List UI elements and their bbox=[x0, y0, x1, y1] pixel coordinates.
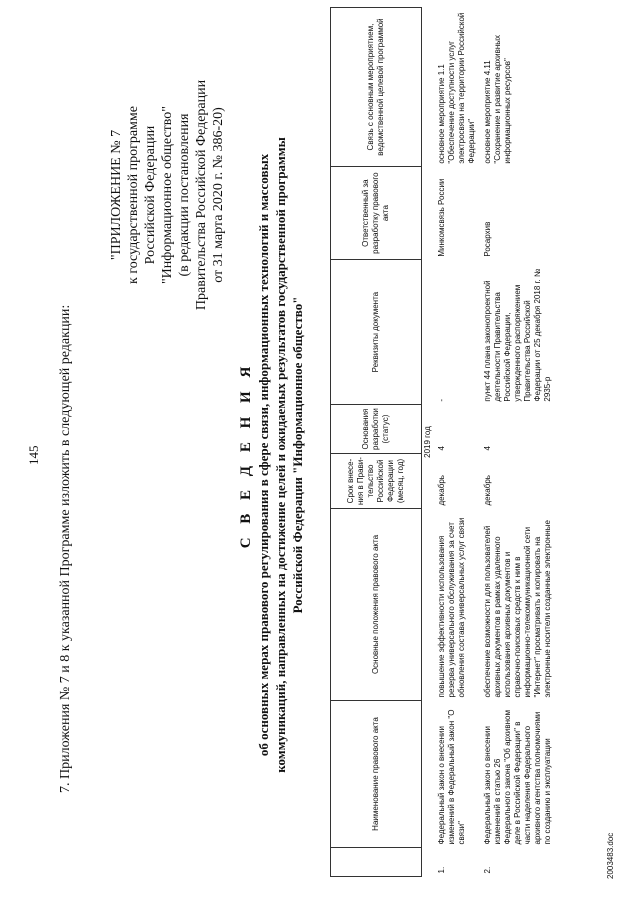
appendix-line: "ПРИЛОЖЕНИЕ № 7 bbox=[109, 129, 124, 261]
header-num bbox=[331, 848, 422, 877]
table-row bbox=[434, 8, 480, 877]
header-basis: Основания разработки (статус) bbox=[331, 405, 422, 454]
intro-line: 7. Приложения № 7 и 8 к указанной Программе изложить в следующей редакции: bbox=[58, 304, 73, 793]
header-responsible: Ответственный за разработку правового акта bbox=[331, 167, 422, 260]
appendix-line: к государственной программе bbox=[126, 106, 141, 284]
appendix-header bbox=[108, 30, 227, 360]
row-basis: 4 bbox=[483, 446, 492, 451]
appendix-line: Российской Федерации bbox=[143, 125, 158, 265]
appendix-line: Правительства Российской Федерации bbox=[194, 79, 209, 311]
header-requisites: Реквизиты документа bbox=[331, 260, 422, 405]
title-sub-line: об основных мерах правового регулирования в сфере связи, информационных технологий и массовых bbox=[256, 153, 271, 757]
footer-doc-code: 2003483.doc bbox=[606, 832, 615, 879]
appendix-line: "Информационное общество" bbox=[160, 105, 175, 285]
page-number: 145 bbox=[26, 445, 41, 465]
row-provisions: обеспечение возможности для пользователей архивных документов в рамках удаленного использования архивных документов и справочно-поисковых средств к ним в информационно-телекоммуникационной сети "Интернет" просматривать и копировать на электронные носители созданные электронные bbox=[483, 520, 552, 698]
row-link: основное мероприятие 4.11 "Сохранение и развитие архивных информационных ресурсов" bbox=[483, 34, 512, 164]
header-link: Связь с основным мероприятием, ведомственной целевой программой bbox=[331, 8, 422, 167]
row-name: Федеральный закон о внесении изменений в статью 26 Федерального закона "Об архивном деле в Российской Федерации" в части наделения Федерального архивного агентства полномочиями по созданию и эксплуатации bbox=[483, 710, 552, 845]
row-deadline: декабрь bbox=[483, 475, 492, 506]
appendix-line: от 31 марта 2020 г. № 386-20) bbox=[211, 107, 226, 283]
row-provisions: повышение эффективности использования резерва универсального обслуживания за счет обновления состава универсальных услуг связи bbox=[437, 517, 466, 698]
row-link: основное мероприятие 1.1 "Обеспечение доступности услуг электросвязи на территории Российской Федерации" bbox=[437, 12, 476, 164]
row-deadline: декабрь bbox=[437, 475, 446, 506]
row-num: 1. bbox=[437, 866, 446, 874]
row-name: Федеральный закон о внесении изменений в Федеральный закон "О связи" bbox=[437, 709, 466, 845]
year-label: 2019 год bbox=[423, 426, 432, 458]
header-deadline: Срок внесе-ния в Прави-тельство Российской Федерации (месяц, год) bbox=[331, 454, 422, 509]
table-row bbox=[480, 8, 556, 877]
header-provisions: Основные положения правового акта bbox=[331, 509, 422, 701]
title-sub-line: Российской Федерации "Информационное общество" bbox=[290, 296, 305, 614]
row-responsible: Минкомсвязь России bbox=[437, 178, 446, 257]
document-title bbox=[238, 75, 306, 835]
header-name: Наименование правового акта bbox=[331, 701, 422, 848]
row-requisites: пункт 44 плана законопроектной деятельности Правительства Российской Федерации, утвержденного распоряжением Правительства Российской Федерации от 25 декабря 2018 г. № 2935-р bbox=[483, 268, 552, 402]
measures-table bbox=[330, 7, 556, 877]
table-header-row bbox=[331, 8, 422, 877]
year-row bbox=[422, 8, 435, 877]
appendix-line: (в редакции постановления bbox=[177, 113, 192, 277]
row-responsible: Росархив bbox=[483, 221, 492, 257]
row-basis: 4 bbox=[437, 446, 446, 451]
title-main: С В Е Д Е Н И Я bbox=[238, 361, 254, 549]
row-num: 2. bbox=[483, 866, 492, 874]
title-sub-line: коммуникаций, направленных на достижение целей и ожидаемых результатов государственной программы bbox=[273, 137, 288, 773]
row-requisites: - bbox=[437, 398, 446, 402]
